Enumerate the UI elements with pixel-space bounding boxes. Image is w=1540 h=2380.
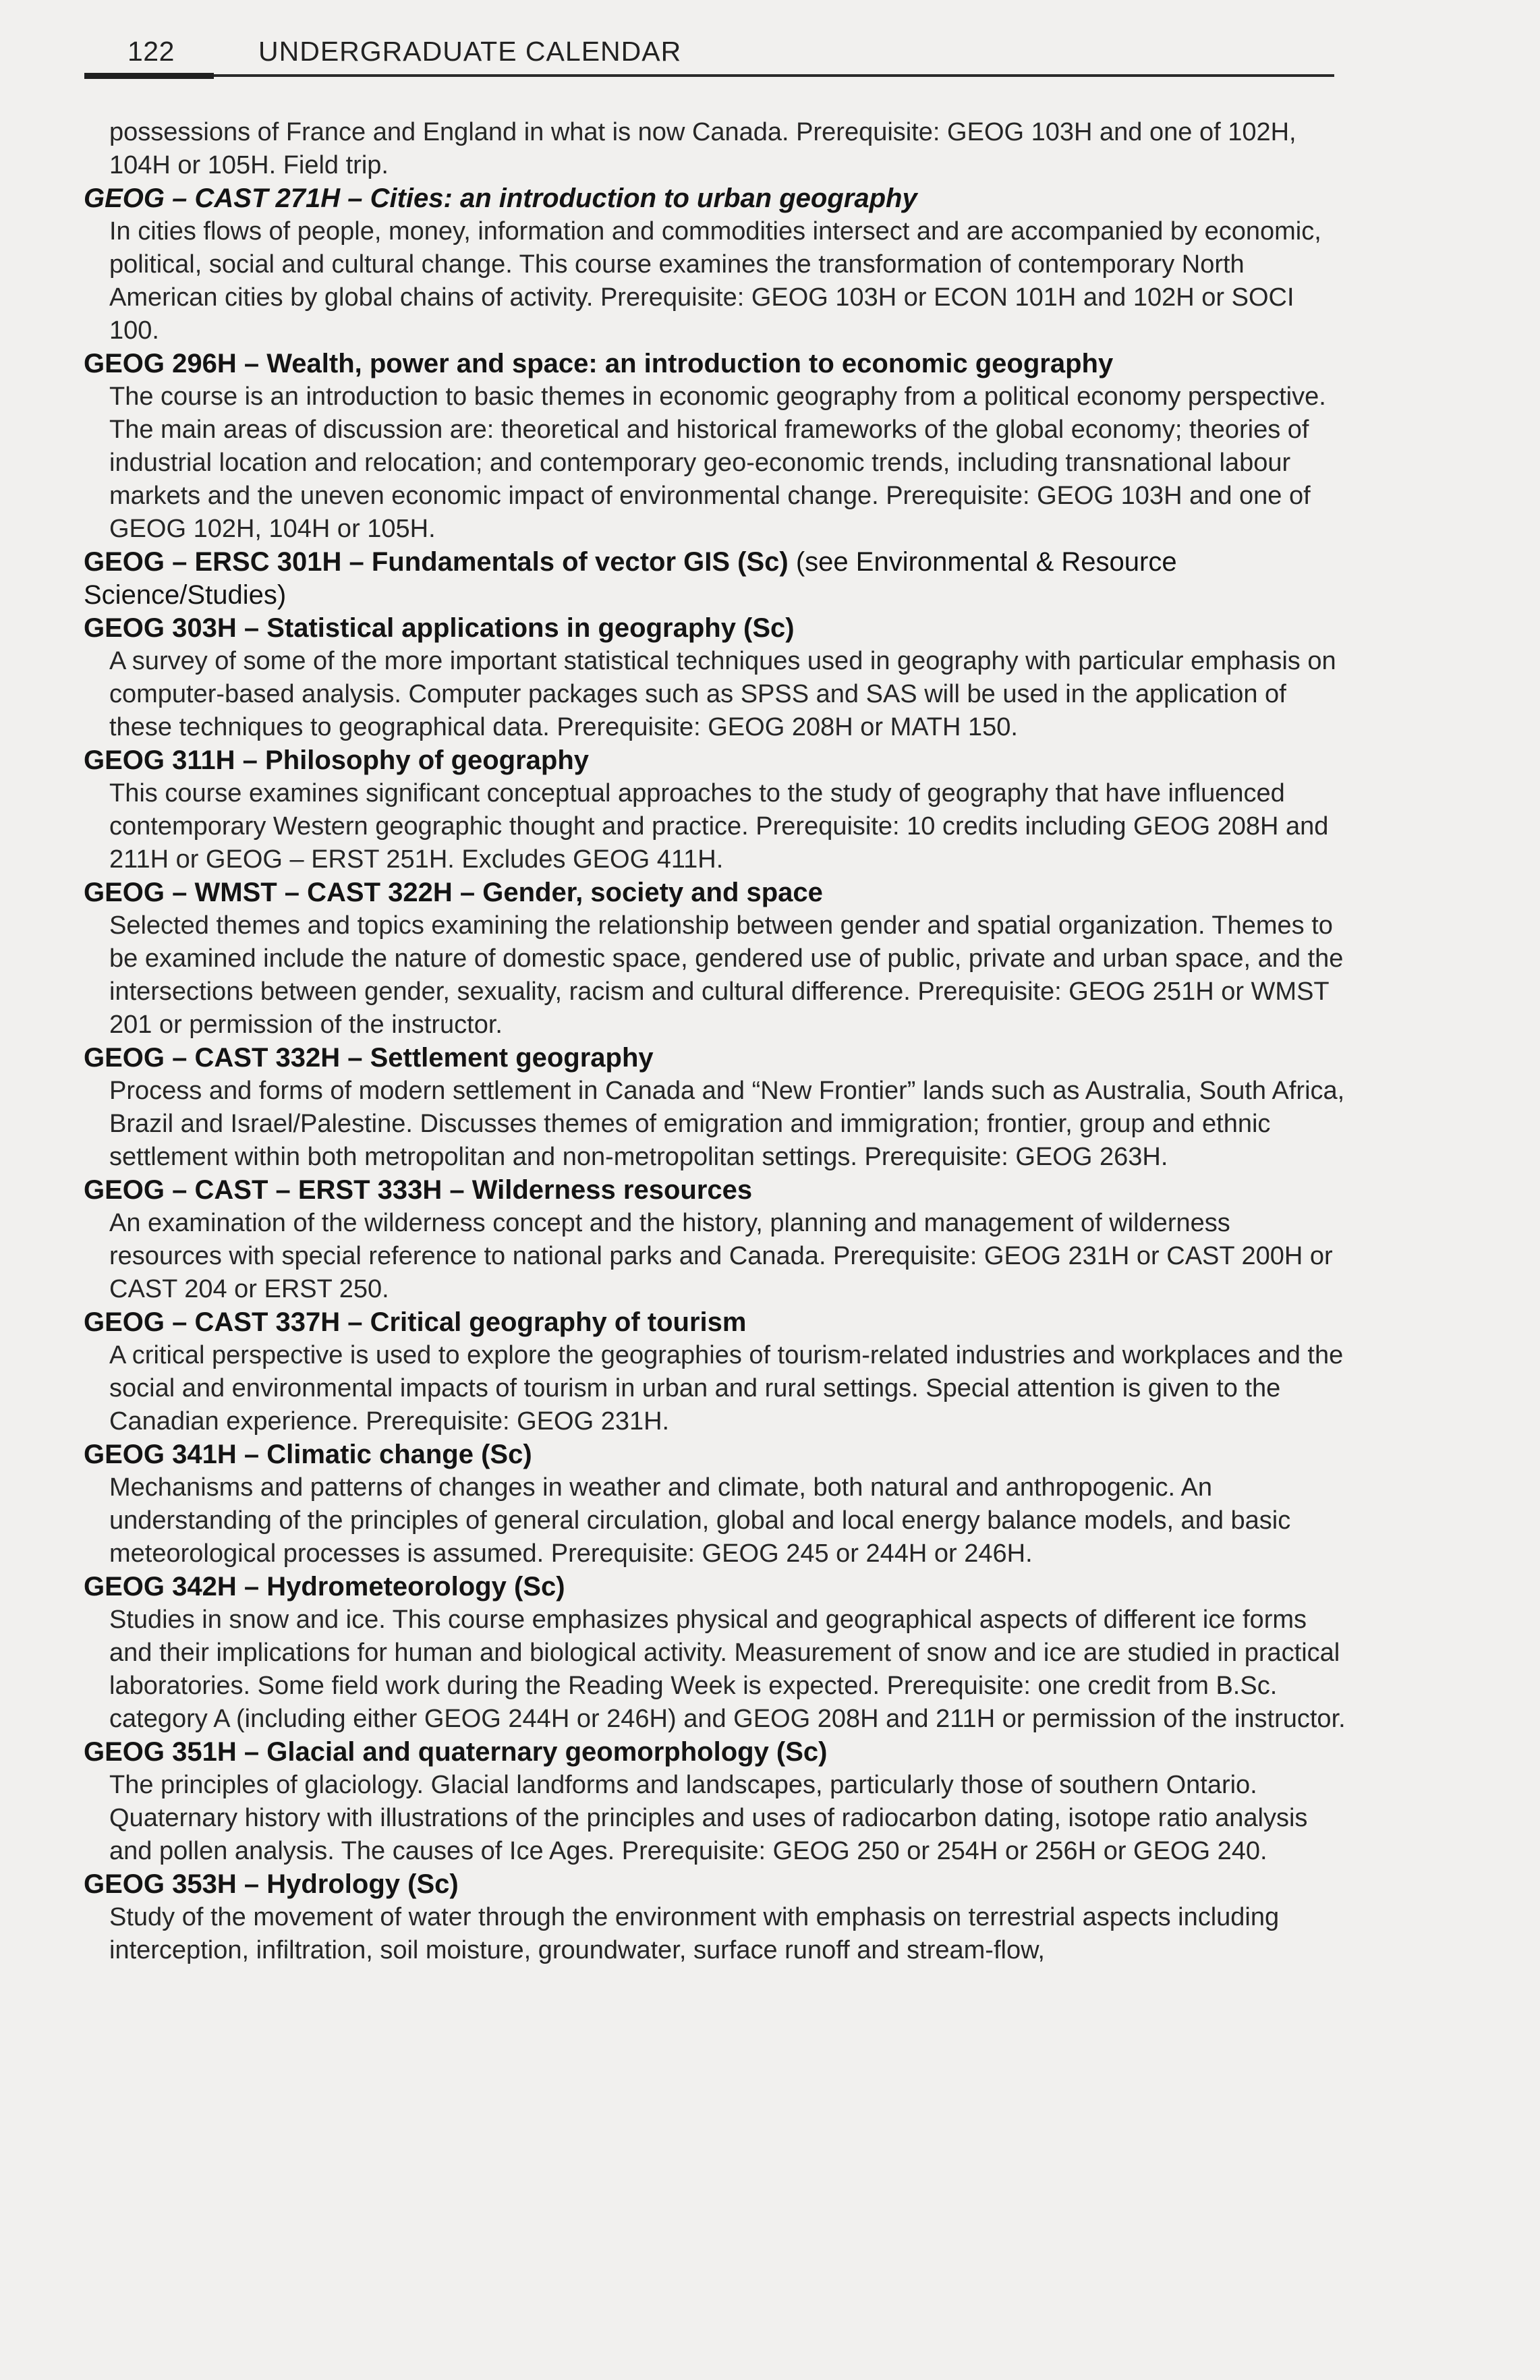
course-entry xyxy=(84,1736,1346,1868)
course-entry xyxy=(84,1438,1346,1570)
course-description: In cities flows of people, money, information and commodities intersect and are accompanied by economic, political, social and cultural change. This course examines the transformation of contemporary North American cities by global chains of activity. Prerequisite: GEOG 103H or ECON 101H and 102H or SOCI 100. xyxy=(109,217,1321,345)
course-title: GEOG – CAST 332H – Settlement geography xyxy=(84,1043,654,1073)
course-description: A survey of some of the more important statistical techniques used in geography with particular emphasis on computer-based analysis. Computer packages such as SPSS and SAS will be used in the application of these techniques to geographical data. Prerequisite: GEOG 208H or MATH 150. xyxy=(109,647,1336,741)
course-entry xyxy=(84,182,1346,347)
course-title: GEOG – CAST 337H – Critical geography of tourism xyxy=(84,1307,747,1337)
course-description: Selected themes and topics examining the relationship between gender and spatial organization. Themes to be examined include the nature of domestic space, gendered use of public, private and urban space, and the intersections between gender, sexuality, racism and cultural difference. Prerequisite: GEOG 251H or WMST 201 or permission of the instructor. xyxy=(109,911,1344,1039)
course-title: GEOG – CAST – ERST 333H – Wilderness resources xyxy=(84,1175,753,1205)
course-entry xyxy=(84,876,1346,1042)
course-description: The course is an introduction to basic themes in economic geography from a political economy perspective. The main areas of discussion are: theoretical and historical frameworks of the global economy; theories of industrial location and relocation; and contemporary geo-economic trends, including transnational labour markets and the uneven economic impact of environmental change. Prerequisite: GEOG 103H and one of GEOG 102H, 104H or 105H. xyxy=(109,382,1326,543)
course-description: A critical perspective is used to explore the geographies of tourism-related industries and workplaces and the social and environmental impacts of tourism in urban and rural settings. Special attention is given to the Canadian experience. Prerequisite: GEOG 231H. xyxy=(109,1341,1344,1436)
course-description: Studies in snow and ice. This course emphasizes physical and geographical aspects of different ice forms and their implications for human and biological activity. Measurement of snow and ice are studied in practical laboratories. Some field work during the Reading Week is expected. Prerequisite: one credit from B.Sc. category A (including either GEOG 244H or 246H) and GEOG 208H and 211H or permission of the instructor. xyxy=(109,1606,1346,1733)
page-header xyxy=(84,32,1334,80)
course-title: GEOG 296H – Wealth, power and space: an introduction to economic geography xyxy=(84,349,1114,378)
continuation-text: possessions of France and England in what is now Canada. Prerequisite: GEOG 103H and one of 102H, 104H or 105H. Field trip. xyxy=(109,118,1296,179)
course-entry xyxy=(84,1306,1346,1438)
course-title: GEOG 311H – Philosophy of geography xyxy=(84,745,590,775)
course-title: GEOG 341H – Climatic change (Sc) xyxy=(84,1440,532,1469)
course-title: GEOG 353H – Hydrology (Sc) xyxy=(84,1869,459,1899)
header-rule xyxy=(84,74,1334,77)
course-description: Mechanisms and patterns of changes in weather and climate, both natural and anthropogenic. An understanding of the principles of general circulation, global and local energy balance models, and basic meteorological processes is assumed. Prerequisite: GEOG 245 or 244H or 246H. xyxy=(109,1473,1291,1568)
course-entry xyxy=(84,546,1346,612)
header-tab-marker xyxy=(84,73,214,79)
course-cross-reference: (see Environmental & Resource Science/Studies) xyxy=(84,547,1177,610)
course-listing xyxy=(84,116,1346,1967)
course-title: GEOG 303H – Statistical applications in geography (Sc) xyxy=(84,613,795,643)
course-entry xyxy=(84,1868,1346,1967)
course-entry xyxy=(84,347,1346,546)
course-entry xyxy=(84,1042,1346,1174)
course-entry xyxy=(84,612,1346,744)
course-description: An examination of the wilderness concept and the history, planning and management of wilderness resources with special reference to national parks and Canada. Prerequisite: GEOG 231H or CAST 200H or CAST 204 or ERST 250. xyxy=(109,1209,1333,1303)
course-entry xyxy=(84,744,1346,876)
course-entry xyxy=(84,1174,1346,1306)
course-description: Process and forms of modern settlement in Canada and “New Frontier” lands such as Australia, South Africa, Brazil and Israel/Palestine. Discusses themes of emigration and immigration; frontier, group and ethnic settlement within both metropolitan and non-metropolitan settings. Prerequisite: GEOG 263H. xyxy=(109,1077,1345,1171)
course-title: GEOG 342H – Hydrometeorology (Sc) xyxy=(84,1572,565,1602)
course-title-with-note xyxy=(84,546,1346,612)
course-description: The principles of glaciology. Glacial landforms and landscapes, particularly those of southern Ontario. Quaternary history with illustrations of the principles and uses of radiocarbon dating, isotope ratio analysis and pollen analysis. The causes of Ice Ages. Prerequisite: GEOG 250 or 254H or 256H or GEOG 240. xyxy=(109,1771,1308,1865)
page-number: 122 xyxy=(127,36,175,67)
running-title: UNDERGRADUATE CALENDAR xyxy=(258,36,682,67)
course-title: GEOG 351H – Glacial and quaternary geomorphology (Sc) xyxy=(84,1737,828,1767)
course-entry xyxy=(84,1570,1346,1736)
course-title: GEOG – CAST 271H – Cities: an introduction to urban geography xyxy=(84,183,917,213)
course-description: This course examines significant conceptual approaches to the study of geography that have influenced contemporary Western geographic thought and practice. Prerequisite: 10 credits including GEOG 208H and 211H or GEOG – ERST 251H. Excludes GEOG 411H. xyxy=(109,779,1329,874)
course-title-text: GEOG – ERSC 301H – Fundamentals of vector GIS (Sc) xyxy=(84,547,789,577)
course-title: GEOG – WMST – CAST 322H – Gender, society and space xyxy=(84,878,823,907)
course-description: Study of the movement of water through the environment with emphasis on terrestrial aspects including interception, infiltration, soil moisture, groundwater, surface runoff and stream-flow, xyxy=(109,1903,1280,1964)
